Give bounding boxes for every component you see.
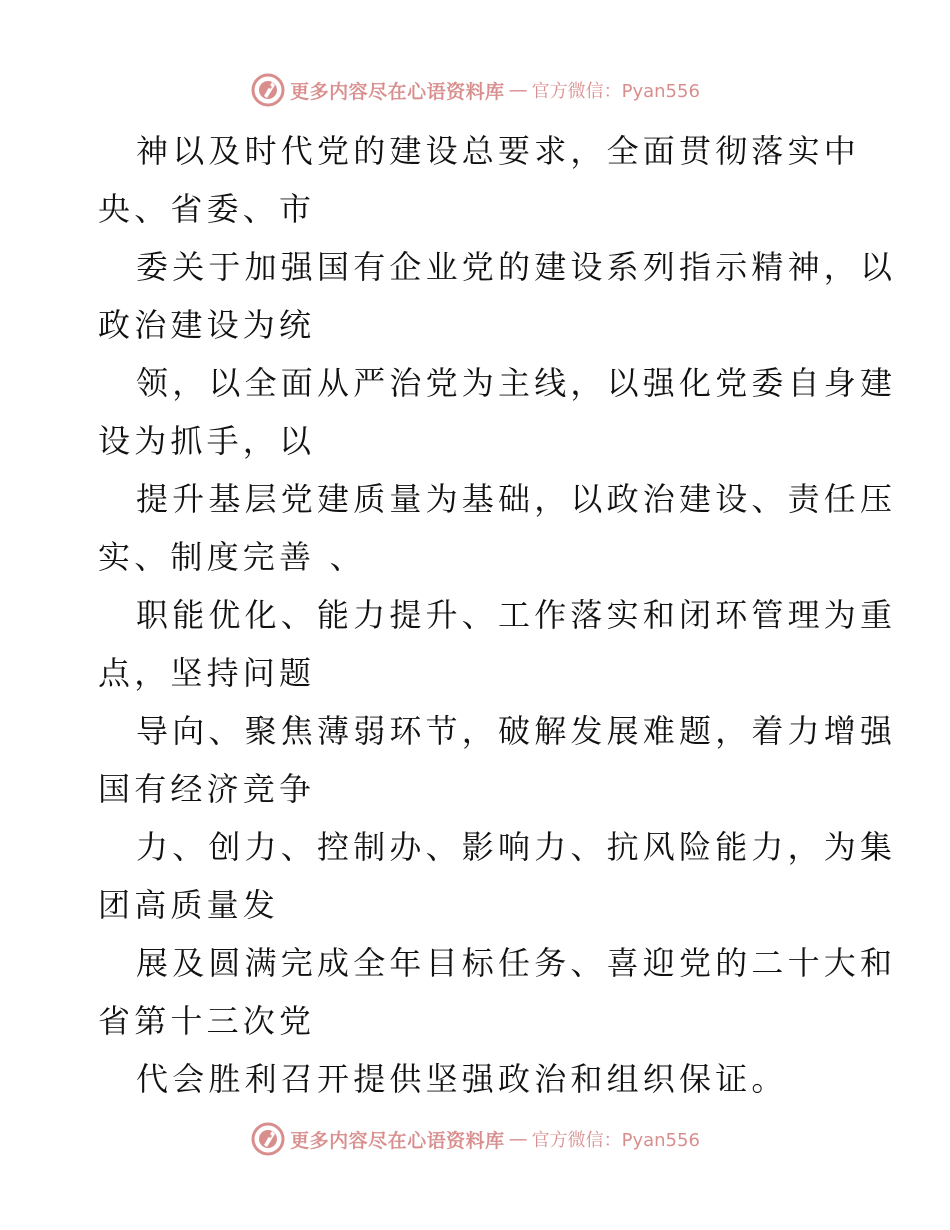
footer-site-text: 更多内容尽在心语资料库 [290, 1129, 505, 1152]
footer-watermark [0, 1119, 950, 1159]
text-line: 国有经济竞争 [98, 770, 316, 808]
text-line: 神以及时代党的建设总要求，全面贯彻落实中 [136, 132, 861, 170]
footer-watermark-inner [250, 1121, 700, 1157]
pen-nib-logo-icon [250, 1121, 286, 1157]
header-contact-text: 官方微信：Pyan556 [531, 81, 700, 102]
text-line: 代会胜利召开提供坚强政治和组织保证。 [136, 1060, 788, 1098]
text-line: 领，以全面从严治党为主线，以强化党委自身建 [136, 364, 897, 402]
header-watermark-inner [250, 72, 700, 108]
text-line: 政治建设为统 [98, 306, 316, 344]
footer-dash: — [508, 1128, 528, 1150]
text-line: 展及圆满完成全年目标任务、喜迎党的二十大和 [136, 944, 897, 982]
text-line: 提升基层党建质量为基础，以政治建设、责任压 [136, 480, 897, 518]
text-line: 设为抓手，以 [98, 422, 316, 460]
text-line: 团高质量发 [98, 886, 280, 924]
text-line: 省第十三次党 [98, 1002, 316, 1040]
header-site-text: 更多内容尽在心语资料库 [290, 80, 505, 103]
text-line: 点，坚持问题 [98, 654, 316, 692]
pen-nib-logo-icon [250, 72, 286, 108]
text-line: 职能优化、能力提升、工作落实和闭环管理为重 [136, 596, 897, 634]
text-line: 委关于加强国有企业党的建设系列指示精神，以 [136, 248, 897, 286]
text-line: 导向、聚焦薄弱环节，破解发展难题，着力增强 [136, 712, 897, 750]
header-dash: — [508, 79, 528, 101]
text-line: 力、创力、控制办、影响力、抗风险能力，为集 [136, 828, 897, 866]
footer-contact-text: 官方微信：Pyan556 [531, 1130, 700, 1151]
header-watermark [0, 70, 950, 110]
text-line: 实、制度完善 、 [98, 538, 366, 576]
text-line: 央、省委、市 [98, 190, 316, 228]
document-body [98, 122, 897, 1108]
